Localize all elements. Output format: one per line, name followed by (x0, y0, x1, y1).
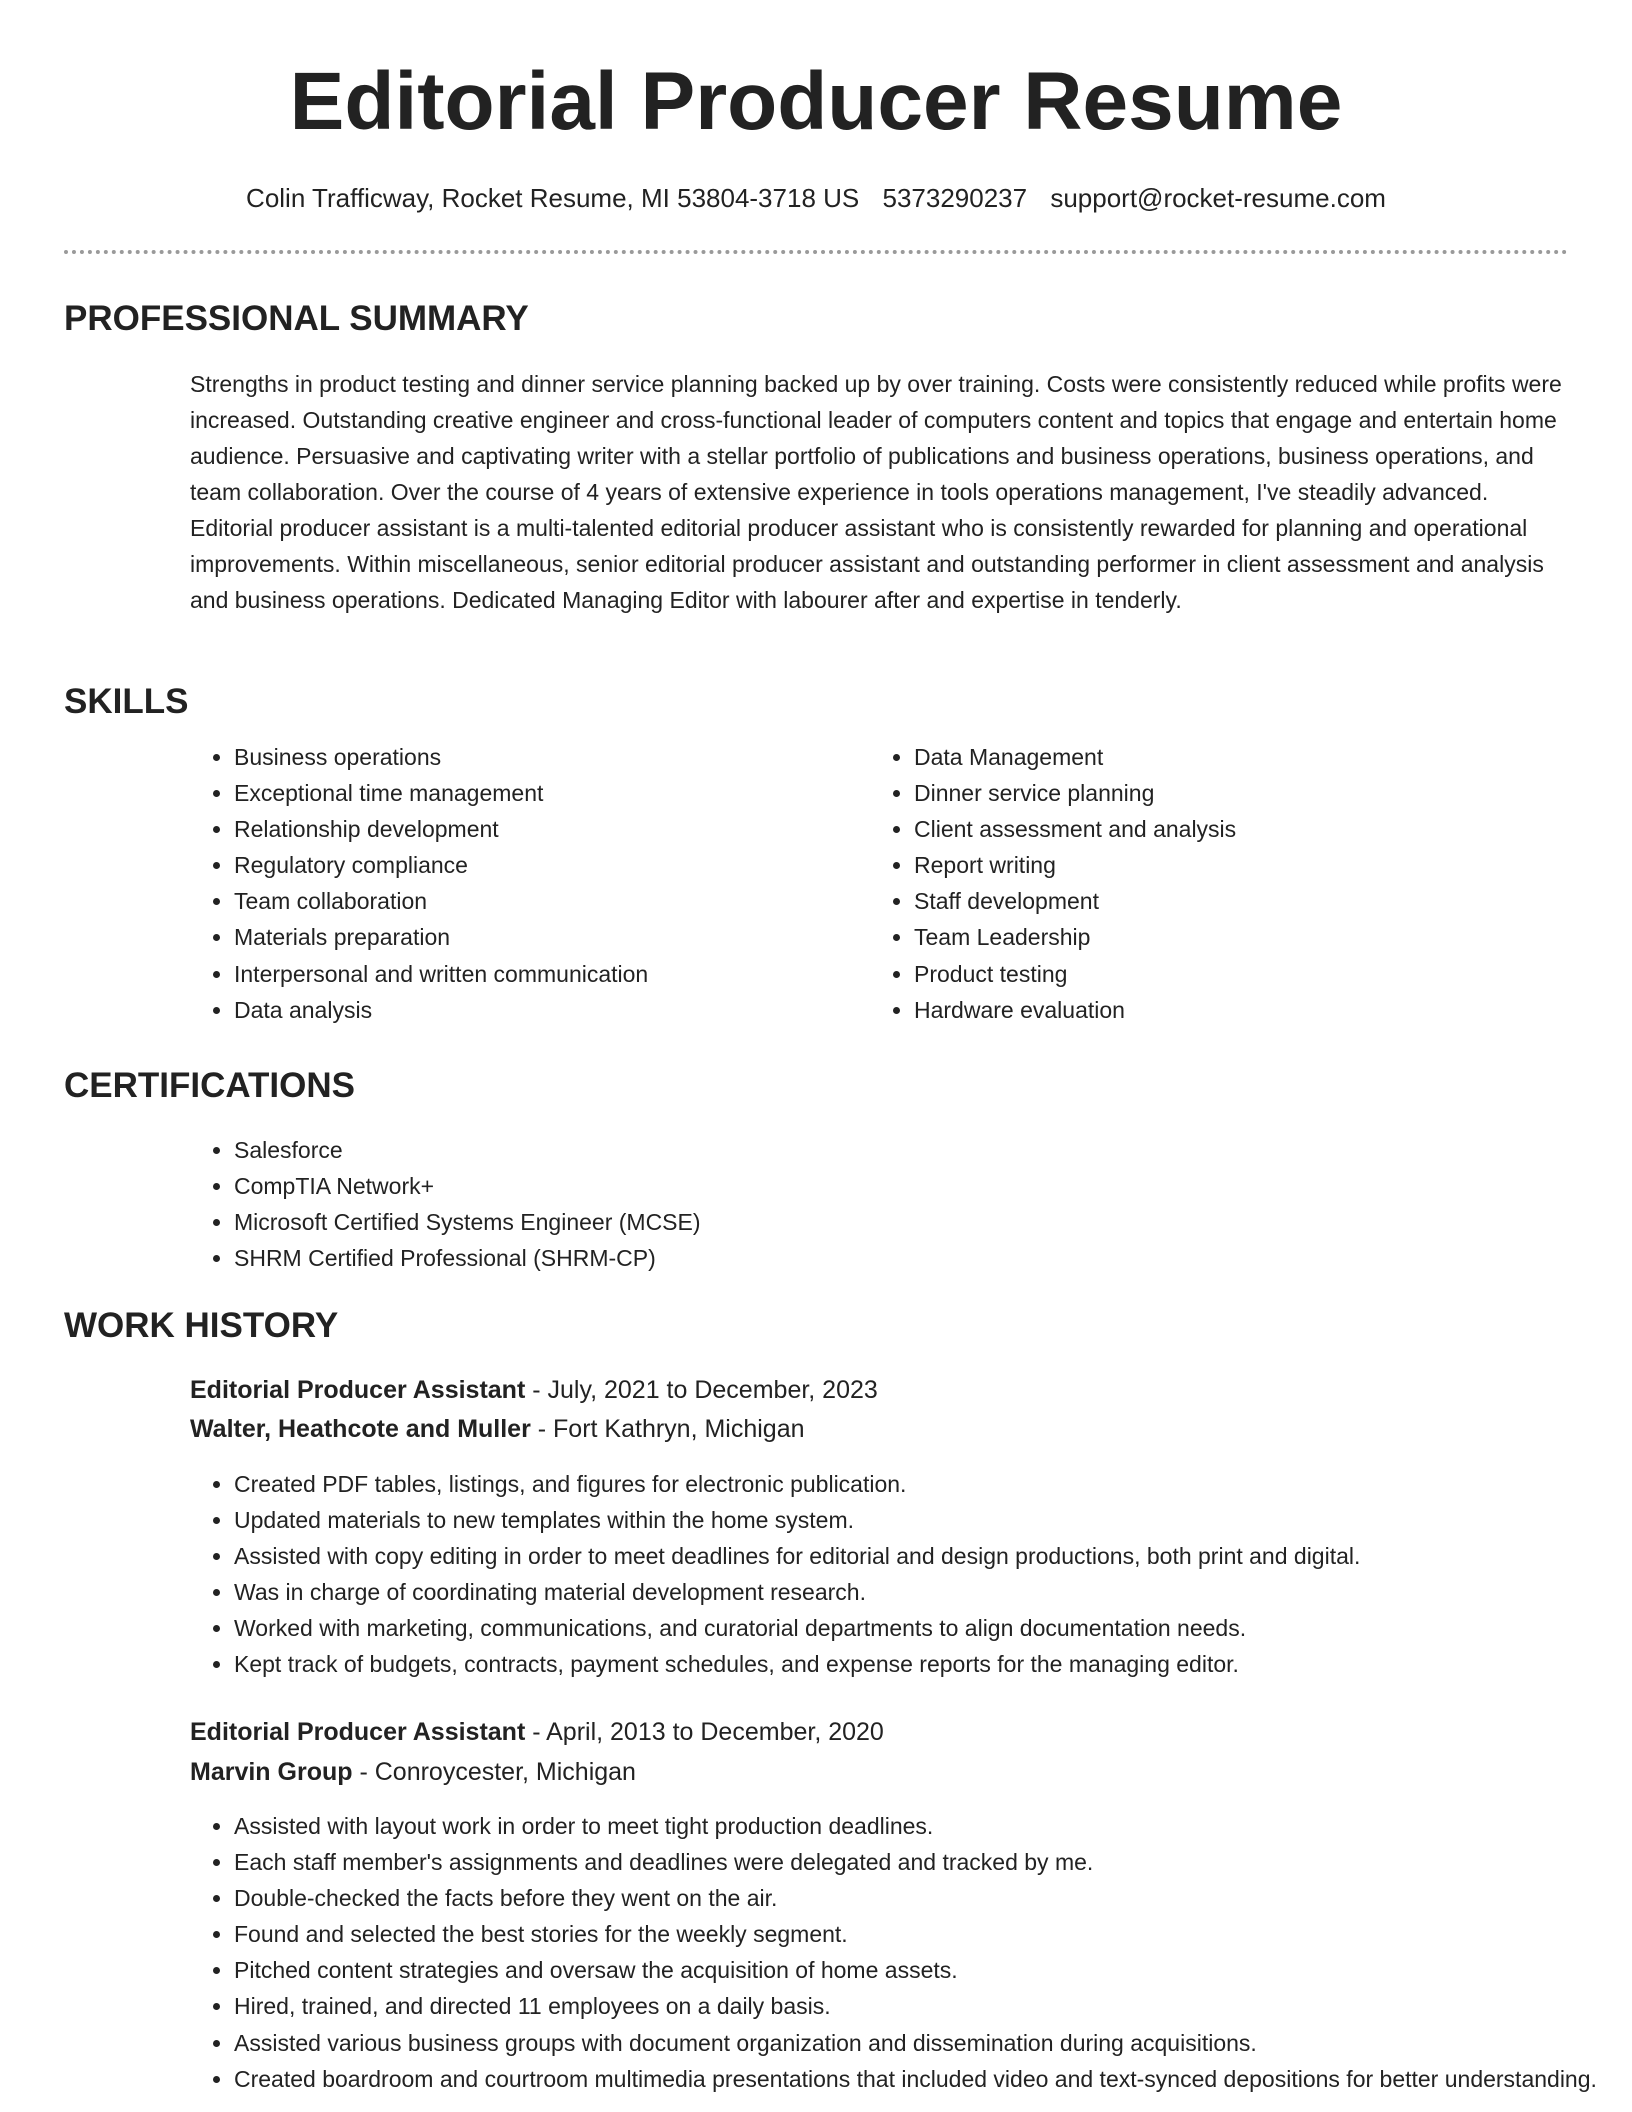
job-duties-list (190, 1808, 1616, 2097)
job-company: Walter, Heathcote and Muller (190, 1415, 531, 1443)
job-title: Editorial Producer Assistant (190, 1718, 526, 1746)
skill-item: • Materials preparation (234, 919, 854, 955)
header-divider (64, 250, 1568, 254)
skill-item: • Exceptional time management (234, 775, 854, 811)
job-title: Editorial Producer Assistant (190, 1376, 526, 1404)
certifications-heading: CERTIFICATIONS (64, 1066, 356, 1105)
job-location: - Conroycester, Michigan (352, 1758, 636, 1786)
summary-text: Strengths in product testing and dinner service planning backed up by over training. Costs were consistently reduced while profits were increased. Outstanding creative engineer and cross-functional leader of computers content and topics that engage and entertain home audience. Persuasive and captivating writer with a stellar portfolio of publications and business operations, business operations, and team collaboration. Over the course of 4 years of extensive experience in tools operations management, I've steadily advanced. Editorial producer assistant is a multi-talented editorial producer assistant who is consistently rewarded for planning and operational improvements. Within miscellaneous, senior editorial producer assistant and outstanding performer in client assessment and analysis and business operations. Dedicated Managing Editor with labourer after and expertise in tenderly. (190, 371, 1562, 613)
job-duty-item: • Created boardroom and courtroom multimedia presentations that included video and text-synced depositions for better understanding. (234, 2061, 1616, 2097)
job-duty-item: • Was in charge of coordinating material development research. (234, 1574, 1616, 1610)
skill-item: • Product testing (914, 956, 1534, 992)
skills-list-right (870, 739, 1534, 1028)
skills-heading: SKILLS (64, 682, 189, 721)
job-duty-item: • Created PDF tables, listings, and figures for electronic publication. (234, 1466, 1616, 1502)
job-duty-item: • Updated materials to new templates within the home system. (234, 1502, 1616, 1538)
skill-item: • Team collaboration (234, 883, 854, 919)
contact-address: Colin Trafficway, Rocket Resume, MI 53804-3718 US (246, 183, 860, 213)
skill-item: • Data analysis (234, 992, 854, 1028)
job-title-line (190, 1371, 878, 1409)
certification-item: • Salesforce (234, 1132, 1534, 1168)
skill-item: • Interpersonal and written communication (234, 956, 854, 992)
job-duty-item: • Assisted with layout work in order to meet tight production deadlines. (234, 1808, 1616, 1844)
job-company: Marvin Group (190, 1758, 353, 1786)
job-duty-item: • Assisted various business groups with document organization and dissemination during acquisitions. (234, 2025, 1616, 2061)
job-duty-item: • Double-checked the facts before they went on the air. (234, 1880, 1616, 1916)
job-dates: - April, 2013 to December, 2020 (525, 1718, 884, 1746)
job-dates: - July, 2021 to December, 2023 (525, 1376, 878, 1404)
certifications-list (190, 1132, 1534, 1276)
job-duty-item: • Pitched content strategies and oversaw the acquisition of home assets. (234, 1952, 1616, 1988)
contact-line (0, 178, 1632, 218)
skill-item: • Relationship development (234, 811, 854, 847)
job-duty-item: • Worked with marketing, communications, and curatorial departments to align documentation needs. (234, 1610, 1616, 1646)
job-duties-list (190, 1466, 1616, 1683)
certification-item: • SHRM Certified Professional (SHRM-CP) (234, 1240, 1534, 1276)
job-location: - Fort Kathryn, Michigan (530, 1415, 805, 1443)
skill-item: • Hardware evaluation (914, 992, 1534, 1028)
skill-item: • Team Leadership (914, 919, 1534, 955)
job-duty-item: • Kept track of budgets, contracts, payment schedules, and expense reports for the managing editor. (234, 1646, 1616, 1682)
contact-phone: 5373290237 (882, 183, 1028, 213)
job-company-line (190, 1410, 805, 1448)
job-duty-item: • Hired, trained, and directed 11 employees on a daily basis. (234, 1988, 1616, 2024)
certification-item: • Microsoft Certified Systems Engineer (MCSE) (234, 1204, 1534, 1240)
job-duty-item: • Assisted with copy editing in order to meet deadlines for editorial and design productions, both print and digital. (234, 1538, 1616, 1574)
job-company-line (190, 1753, 636, 1791)
skill-item: • Report writing (914, 847, 1534, 883)
job-title-line (190, 1713, 884, 1751)
work-history-heading: WORK HISTORY (64, 1306, 339, 1345)
job-duty-item: • Found and selected the best stories for the weekly segment. (234, 1916, 1616, 1952)
certification-item: • CompTIA Network+ (234, 1168, 1534, 1204)
contact-email: support@rocket-resume.com (1050, 183, 1386, 213)
skills-list-left (190, 739, 854, 1028)
skill-item: • Data Management (914, 739, 1534, 775)
skill-item: • Staff development (914, 883, 1534, 919)
document-title: Editorial Producer Resume (289, 56, 1343, 147)
skill-item: • Client assessment and analysis (914, 811, 1534, 847)
skill-item: • Regulatory compliance (234, 847, 854, 883)
skill-item: • Business operations (234, 739, 854, 775)
skill-item: • Dinner service planning (914, 775, 1534, 811)
job-duty-item: • Each staff member's assignments and deadlines were delegated and tracked by me. (234, 1844, 1616, 1880)
summary-heading: PROFESSIONAL SUMMARY (64, 299, 529, 338)
